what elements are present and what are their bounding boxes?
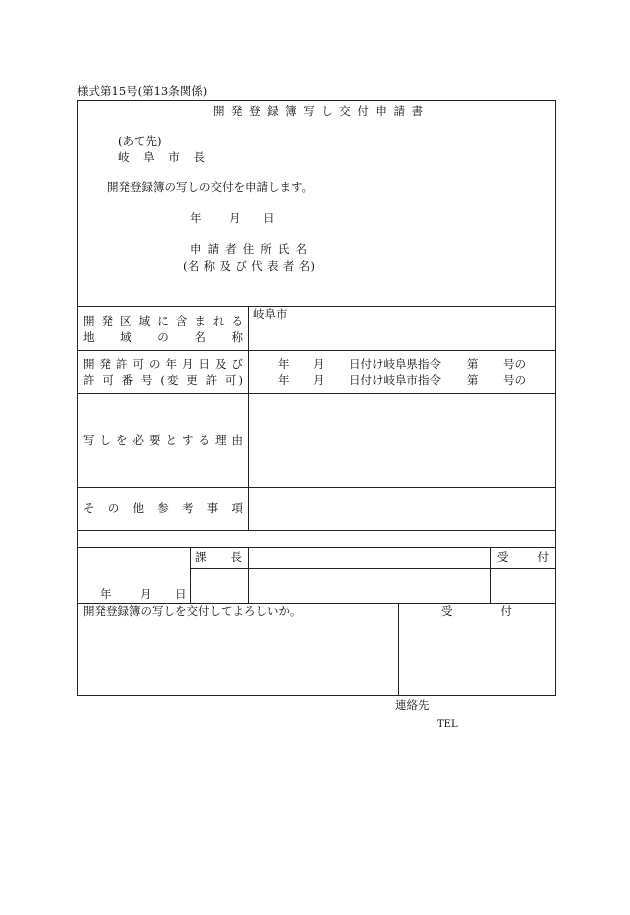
request-statement: 開発登録簿の写しの交付を申請します。: [107, 180, 314, 194]
permit-line-2-suffix: 号の: [503, 373, 526, 387]
approval-question: 開発登録簿の写しを交付してよろしいか。: [83, 604, 302, 618]
row-divider: [77, 393, 555, 394]
tel-label: TEL: [437, 719, 458, 730]
permit-line-2-month: 月: [313, 373, 325, 387]
applicant-sublabel: (名 称 及 び 代 表 者 名): [183, 259, 315, 273]
column-divider: [248, 306, 249, 530]
form-title: 開 発 登 録 簿 写 し 交 付 申 請 書: [213, 104, 423, 118]
development-area-label-line-1: 開 発 区 域 に 含 ま れ る: [83, 314, 243, 328]
permit-line-2-number: 第: [467, 373, 479, 387]
other-notes-label: そ の 他 参 考 事 項: [83, 501, 243, 515]
permit-label-line-2: 許 可 番 号 (変 更 許 可): [83, 373, 243, 387]
row-divider: [77, 547, 555, 548]
column-divider: [248, 547, 249, 603]
approval-date-day: 日: [175, 587, 187, 601]
contact-label: 連絡先: [395, 698, 430, 712]
approval-date-year: 年: [100, 587, 112, 601]
addressee: 岐 阜 市 長: [118, 150, 205, 164]
column-divider: [190, 547, 191, 603]
reception-label: 受 付: [497, 550, 549, 564]
row-divider: [77, 306, 555, 307]
development-area-label-line-2: 地 域 の 名 称: [83, 330, 243, 344]
application-date-day: 日: [263, 211, 275, 225]
row-divider: [77, 530, 555, 531]
application-date-year: 年: [190, 211, 202, 225]
row-divider: [190, 568, 555, 569]
permit-line-1-number: 第: [467, 357, 479, 371]
addressee-prefix: (あて先): [118, 134, 162, 148]
development-area-value: 岐阜市: [253, 307, 288, 321]
reception-label-2: 受 付: [441, 604, 512, 618]
permit-line-2-issuer: 日付け岐阜市指令: [349, 373, 441, 387]
reason-label: 写 し を 必 要 と す る 理 由: [83, 433, 243, 447]
permit-line-1-issuer: 日付け岐阜県指令: [349, 357, 441, 371]
permit-line-1-month: 月: [313, 357, 325, 371]
approval-date-month: 月: [140, 587, 152, 601]
row-divider: [77, 350, 555, 351]
permit-line-1-year: 年: [278, 357, 290, 371]
application-date-month: 月: [229, 211, 241, 225]
form-number: 様式第15号(第13条関係): [77, 84, 208, 98]
permit-label-line-1: 開 発 許 可 の 年 月 日 及 び: [83, 357, 243, 371]
applicant-label: 申 請 者 住 所 氏 名: [190, 242, 307, 256]
column-divider: [398, 603, 399, 695]
column-divider: [490, 547, 491, 603]
section-chief-label: 課 長: [195, 550, 242, 564]
permit-line-2-year: 年: [278, 373, 290, 387]
row-divider: [77, 487, 555, 488]
permit-line-1-suffix: 号の: [503, 357, 526, 371]
